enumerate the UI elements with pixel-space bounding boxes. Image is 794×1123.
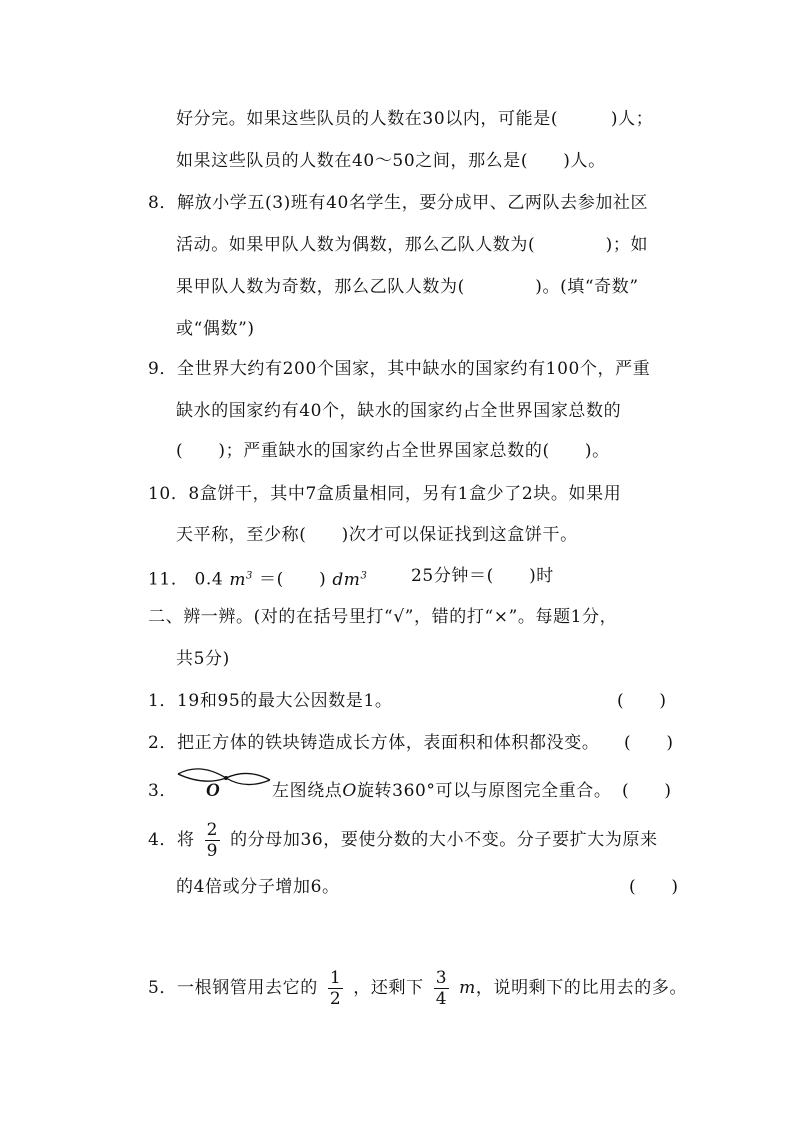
- q11-unit-dm3: $dm^3$: [332, 569, 368, 590]
- q10-line-1: 10．8盒饼干，其中7盒质量相同，另有1盒少了2块。如果用: [148, 484, 622, 504]
- judge-4-answer-paren[interactable]: ( ): [629, 877, 679, 897]
- q9-line-1: 9．全世界大约有200个国家，其中缺水的国家约有100个，严重: [148, 359, 651, 379]
- q8-line-3: 果甲队人数为奇数，那么乙队人数为( )。(填“奇数”: [176, 277, 639, 297]
- judge-1-text: 1．19和95的最大公因数是1。: [148, 691, 393, 711]
- numerator: 1: [329, 968, 342, 988]
- section-2-line-2: 共5分): [176, 649, 230, 669]
- denominator: 4: [435, 989, 448, 1009]
- judge-3-text-b: 旋转360°可以与原图完全重合。: [356, 781, 612, 801]
- judge-1-answer-paren[interactable]: ( ): [617, 691, 667, 711]
- q8-line-1: 8．解放小学五(3)班有40名学生，要分成甲、乙两队去参加社区: [148, 193, 649, 213]
- judge-3-answer-paren[interactable]: ( ): [622, 781, 672, 801]
- judge-5-end: ，说明剩下的比用去的多。: [475, 978, 688, 998]
- judge-3-text: [272, 780, 612, 802]
- denominator: 2: [329, 989, 342, 1009]
- figure-curve-upper: [178, 769, 270, 785]
- fraction-2-9: [205, 820, 220, 861]
- judge-3-point-o: O: [342, 781, 357, 801]
- judge-4-text: 的分母加36，要使分数的大小不变。分子要扩大为原来: [230, 830, 658, 850]
- unit-m: m: [229, 569, 247, 590]
- denominator: 9: [206, 841, 219, 861]
- q7-line-1: 好分完。如果这些队员的人数在30以内，可能是( )人；: [176, 109, 654, 129]
- q8-line-4: 或“偶数”): [176, 319, 255, 339]
- q11-equals: ＝( ): [259, 569, 327, 590]
- judge-5-mid: ，还剩下: [353, 978, 424, 998]
- section-2-line-1: 二、辨一辨。(对的在括号里打“√”，错的打“×”。每题1分，: [148, 607, 618, 627]
- q11-part-2: 25分钟＝( )时: [411, 566, 554, 586]
- fraction-1-2: [328, 968, 343, 1009]
- unit-dm: dm: [332, 569, 361, 590]
- judge-2-text: 2．把正方体的铁块铸造成长方体，表面积和体积都没变。: [148, 733, 600, 753]
- judge-4-line-1: [148, 820, 658, 861]
- q9-line-3: ( )；严重缺水的国家约占全世界国家总数的( )。: [176, 441, 610, 461]
- q11-unit-m3: $m^3$: [229, 569, 254, 590]
- q10-line-2: 天平称，至少称( )次才可以保证找到这盒饼干。: [176, 525, 578, 545]
- q7-line-2: 如果这些队员的人数在40～50之间，那么是( )人。: [176, 151, 606, 171]
- judge-5-lead: 5．一根钢管用去它的: [148, 978, 318, 998]
- numerator: 2: [206, 820, 219, 840]
- judge-5-unit: m: [459, 978, 476, 998]
- numerator: 3: [435, 968, 448, 988]
- q11-number: 11．: [148, 569, 189, 590]
- rotation-figure: [174, 764, 274, 798]
- point-o-label: O: [206, 780, 220, 798]
- judge-5-line: [148, 968, 687, 1009]
- judge-4-line-2: 的4倍或分子增加6。: [176, 877, 340, 897]
- judge-4-lead: 4．将: [148, 830, 195, 850]
- judge-3-number: 3．: [148, 781, 178, 801]
- q9-line-2: 缺水的国家约有40个，缺水的国家约占全世界国家总数的: [176, 401, 622, 421]
- rotation-center-point: [224, 776, 228, 780]
- q11-value: 0.4: [194, 569, 224, 590]
- judge-3-text-a: 左图绕点: [272, 781, 343, 801]
- q8-line-2: 活动。如果甲队人数为偶数，那么乙队人数为( )；如: [176, 235, 649, 255]
- fraction-3-4: [434, 968, 449, 1009]
- judge-2-answer-paren[interactable]: ( ): [624, 733, 674, 753]
- question-11: [148, 565, 367, 591]
